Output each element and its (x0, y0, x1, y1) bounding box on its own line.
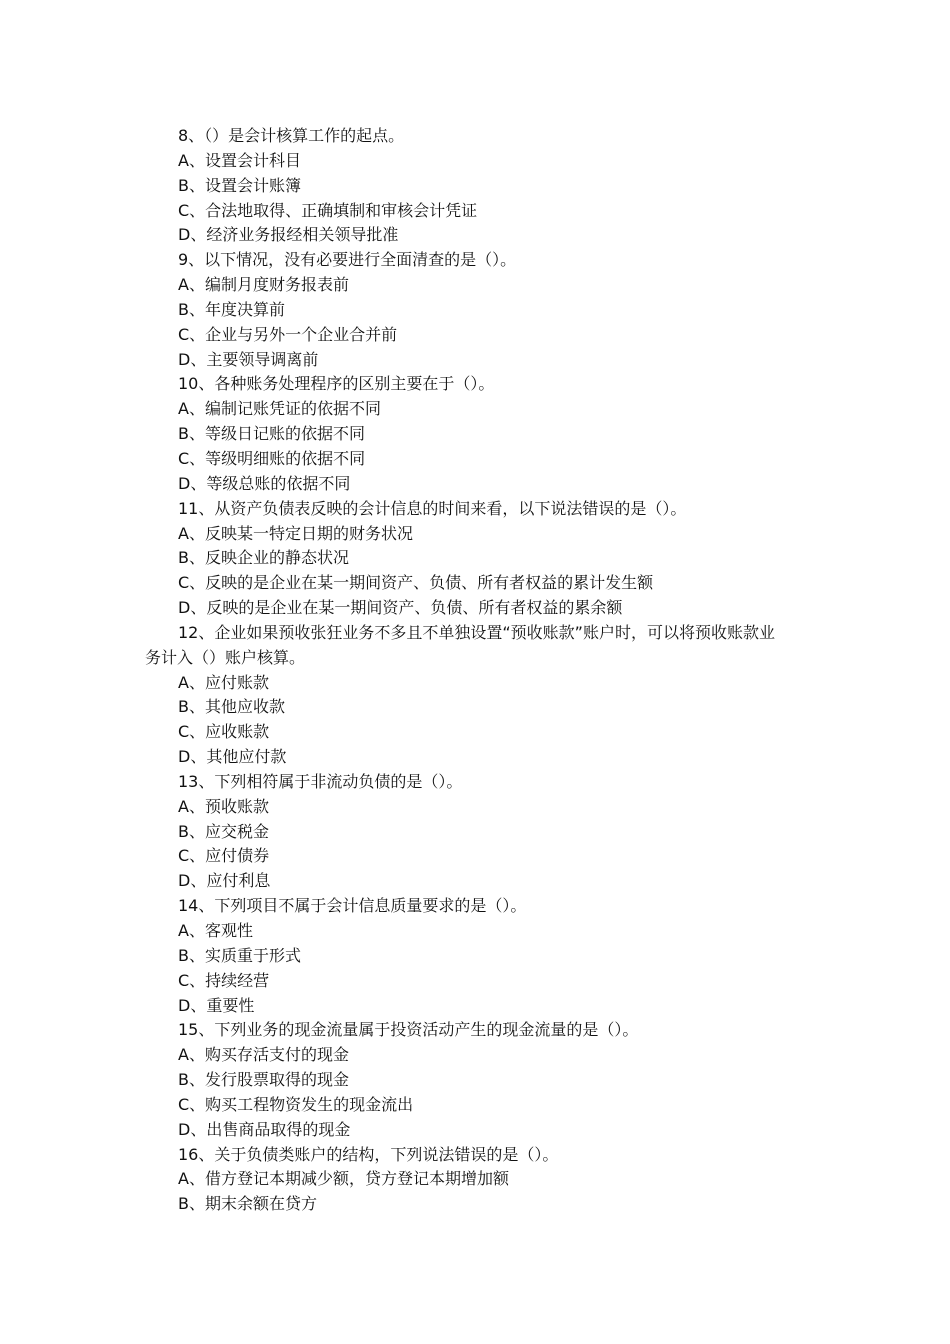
answer-option: D、主要领导调离前 (178, 349, 319, 369)
question-stem-continuation: 务计入（）账户核算。 (145, 647, 306, 667)
answer-option: C、企业与另外一个企业合并前 (178, 324, 398, 344)
question-stem: 9、以下情况，没有必要进行全面清查的是（）。 (178, 250, 517, 270)
question-stem: 8、（）是会计核算工作的起点。 (178, 126, 405, 145)
answer-option: B、其他应收款 (178, 697, 285, 717)
answer-option: D、经济业务报经相关领导批准 (178, 225, 399, 245)
answer-option: C、合法地取得、正确填制和审核会计凭证 (178, 200, 478, 220)
answer-option: B、应交税金 (178, 821, 269, 841)
answer-option: B、设置会计账簿 (178, 175, 301, 195)
answer-option: C、购买工程物资发生的现金流出 (178, 1094, 414, 1114)
answer-option: D、其他应付款 (178, 747, 287, 767)
question-list (145, 124, 805, 1217)
answer-option: A、编制记账凭证的依据不同 (178, 399, 381, 419)
answer-option: D、反映的是企业在某一期间资产、负债、所有者权益的累余额 (178, 598, 623, 618)
answer-option: A、设置会计科目 (178, 150, 301, 170)
answer-option: B、期末余额在贷方 (178, 1194, 317, 1214)
question-stem: 14、下列项目不属于会计信息质量要求的是（）。 (178, 896, 527, 916)
question-stem: 12、企业如果预收张狂业务不多且不单独设置“预收账款”账户时，可以将预收账款业 (178, 622, 775, 642)
answer-option: C、应付债券 (178, 846, 270, 866)
answer-option: A、借方登记本期减少额，贷方登记本期增加额 (178, 1169, 509, 1189)
answer-option: B、实质重于形式 (178, 945, 301, 965)
answer-option: C、应收账款 (178, 722, 270, 742)
answer-option: C、等级明细账的依据不同 (178, 448, 366, 468)
answer-option: A、编制月度财务报表前 (178, 275, 349, 295)
answer-option: C、反映的是企业在某一期间资产、负债、所有者权益的累计发生额 (178, 573, 654, 593)
answer-option: B、年度决算前 (178, 299, 285, 319)
answer-option: C、持续经营 (178, 970, 270, 990)
question-stem: 13、下列相符属于非流动负债的是（）。 (178, 771, 463, 791)
answer-option: D、出售商品取得的现金 (178, 1119, 351, 1139)
answer-option: A、应付账款 (178, 672, 269, 692)
question-stem: 15、下列业务的现金流量属于投资活动产生的现金流量的是（）。 (178, 1020, 639, 1040)
answer-option: A、客观性 (178, 921, 253, 940)
answer-option: B、等级日记账的依据不同 (178, 424, 365, 444)
answer-option: D、重要性 (178, 995, 255, 1015)
answer-option: B、反映企业的静态状况 (178, 548, 349, 568)
question-stem: 11、从资产负债表反映的会计信息的时间来看，以下说法错误的是（）。 (178, 498, 687, 518)
answer-option: D、等级总账的依据不同 (178, 473, 351, 493)
question-stem: 16、关于负债类账户的结构，下列说法错误的是（）。 (178, 1144, 559, 1164)
answer-option: A、反映某一特定日期的财务状况 (178, 523, 413, 543)
question-stem: 10、各种账务处理程序的区别主要在于（）。 (178, 374, 495, 394)
answer-option: A、预收账款 (178, 796, 269, 816)
answer-option: B、发行股票取得的现金 (178, 1070, 349, 1090)
answer-option: D、应付利息 (178, 871, 271, 891)
answer-option: A、购买存活支付的现金 (178, 1045, 349, 1065)
